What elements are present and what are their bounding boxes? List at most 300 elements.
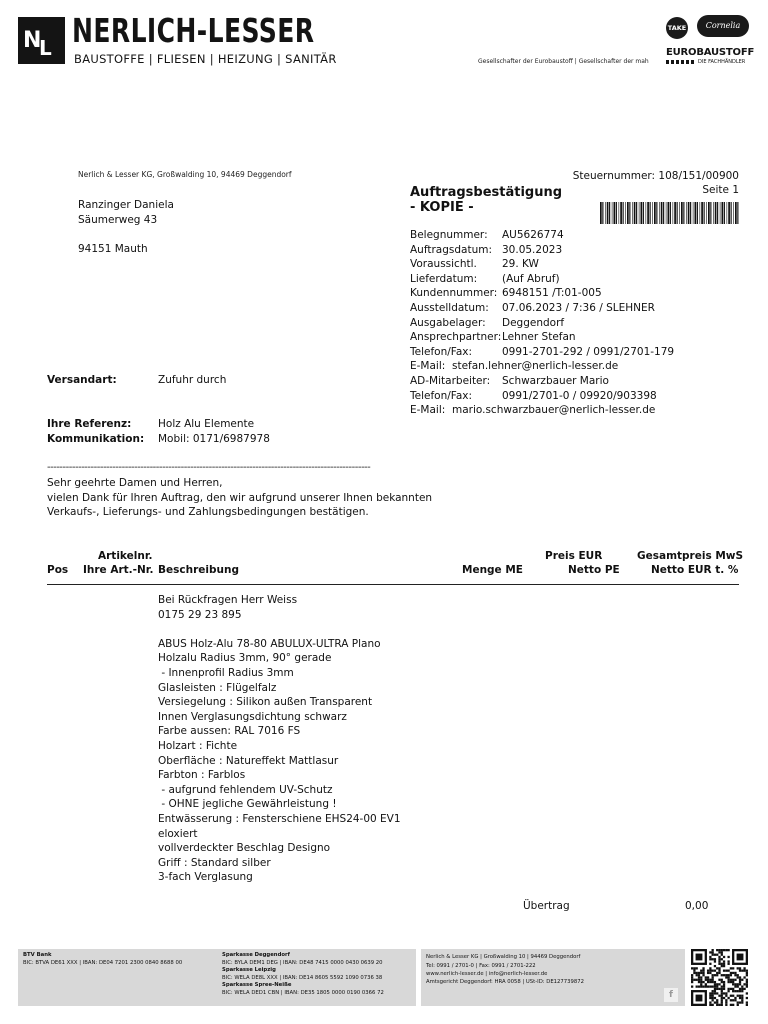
company-footer-line: Nerlich & Lesser KG | Großwalding 10 | 94469 Deggendorf [426, 954, 581, 960]
qr-module [696, 995, 703, 1002]
barcode-bar [661, 202, 663, 224]
qr-module [734, 974, 736, 976]
description-line: vollverdeckter Beschlag Designo [158, 842, 331, 855]
versandart-value: Zufuhr durch [158, 374, 227, 386]
barcode-bar [683, 202, 684, 224]
qr-module [725, 999, 727, 1001]
qr-module [743, 983, 745, 985]
versandart-label: Versandart: [47, 374, 117, 386]
qr-module [721, 992, 723, 994]
barcode-bar [681, 202, 683, 224]
meta-label: Belegnummer: [410, 229, 488, 241]
salutation-text [47, 476, 432, 520]
meta-label: Kundennummer: [410, 287, 498, 300]
qr-module [693, 979, 695, 981]
meta-label: Lieferdatum: [410, 272, 478, 285]
qr-module [712, 970, 714, 972]
qr-module [732, 995, 734, 997]
meta-email-value[interactable]: stefan.lehner@nerlich-lesser.de [451, 360, 619, 373]
qr-module [707, 981, 709, 983]
qr-module [723, 988, 725, 990]
barcode-bar [629, 202, 630, 224]
barcode-bar [656, 202, 657, 224]
qr-module [705, 985, 707, 987]
barcode-bar [677, 202, 678, 224]
meta-row [410, 374, 674, 389]
qr-module [718, 1004, 720, 1006]
qr-module [712, 981, 714, 983]
barcode-bar [609, 202, 610, 224]
qr-module [746, 985, 748, 987]
separator-line: -------------------------------------------------------------------------------------------------------- [47, 462, 371, 473]
qr-module [727, 974, 729, 976]
qr-module [705, 976, 707, 978]
recipient-name: Ranzinger Daniela [78, 199, 174, 211]
eurobaustoff-dots [666, 60, 696, 64]
barcode-bar [616, 202, 617, 224]
barcode-bar [673, 202, 674, 224]
qr-module [739, 981, 741, 983]
qr-module [725, 974, 727, 976]
barcode-bar [627, 202, 629, 224]
qr-module [712, 979, 714, 981]
meta-row [410, 316, 674, 331]
qr-module [739, 995, 741, 997]
qr-module [712, 1004, 714, 1006]
description-line: Holzalu Radius 3mm, 90° gerade [158, 652, 332, 665]
barcode-bar [614, 202, 616, 224]
qr-module [718, 967, 720, 969]
qr-module [709, 970, 711, 972]
barcode-bar [647, 202, 649, 224]
qr-module [723, 949, 725, 951]
qr-module [691, 976, 693, 978]
qr-module [734, 990, 736, 992]
barcode-bar [710, 202, 711, 224]
facebook-icon[interactable]: f [664, 988, 678, 1002]
qr-module [727, 979, 729, 981]
qr-module [723, 985, 725, 987]
qr-module [712, 951, 714, 953]
qr-module [721, 995, 723, 997]
document-title-copy: - KOPIE - [410, 200, 474, 215]
recipient-address [78, 198, 174, 257]
qr-module [737, 967, 739, 969]
barcode-bar [619, 202, 620, 224]
qr-module [737, 983, 739, 985]
qr-module [727, 963, 729, 965]
qr-module [696, 954, 703, 961]
qr-module [712, 997, 714, 999]
company-footer-line: Tel: 0991 / 2701-0 | Fax: 0991 / 2701-222 [426, 963, 536, 969]
description-line: eloxiert [158, 827, 198, 840]
col-netto-eur: Netto EUR t. % [651, 564, 739, 576]
barcode [600, 202, 739, 224]
barcode-bar [737, 202, 738, 224]
meta-value: Schwarzbauer Mario [502, 374, 609, 387]
meta-label: Voraussichtl. [410, 258, 477, 271]
qr-module [725, 976, 727, 978]
qr-module [709, 956, 711, 958]
tax-number: Steuernummer: 108/151/00900 [572, 170, 739, 182]
company-footer-line: Amtsgericht Deggendorf: HRA 0058 | USt-ID: DE127739872 [426, 979, 585, 985]
col-artikelnr: Artikelnr. [98, 550, 153, 562]
qr-module [700, 981, 702, 983]
qr-module [730, 974, 732, 976]
kommunikation-label: Kommunikation: [47, 432, 145, 445]
qr-module [725, 995, 727, 997]
qr-module [709, 979, 711, 981]
qr-module [739, 979, 741, 981]
referenz-value: Holz Alu Elemente [158, 418, 255, 430]
bank2-details: BIC: BYLA DEM1 DEG | IBAN: DE48 7415 0000 0430 0639 20 [222, 960, 383, 966]
qr-module [691, 981, 693, 983]
company-logo-mark [18, 17, 65, 64]
meta-value: 29. KW [502, 258, 539, 271]
qr-module [698, 974, 700, 976]
barcode-bar [659, 202, 660, 224]
qr-module [725, 1001, 727, 1003]
description-line: Innen Verglasungsdichtung schwarz [158, 710, 347, 723]
meta-email-cell [410, 403, 674, 418]
description-line: - OHNE jegliche Gewährleistung ! [158, 798, 337, 811]
qr-module [727, 988, 729, 990]
meta-label: E-Mail: [410, 404, 446, 417]
qr-module [741, 970, 743, 972]
qr-module [714, 958, 716, 960]
qr-module [714, 990, 716, 992]
meta-email-value[interactable]: mario.schwarzbauer@nerlich-lesser.de [451, 404, 656, 417]
qr-module [709, 992, 711, 994]
meta-row [410, 403, 674, 418]
barcode-bar [697, 202, 698, 224]
description-line: - aufgrund fehlendem UV-Schutz [158, 783, 333, 796]
qr-module [712, 985, 714, 987]
qr-module [691, 985, 693, 987]
qr-module [721, 999, 723, 1001]
qr-module [734, 999, 736, 1001]
meta-row [410, 359, 674, 374]
qr-module [705, 983, 707, 985]
qr-module [698, 985, 700, 987]
meta-label: Ansprechpartner: [410, 331, 502, 344]
qr-module [741, 1001, 743, 1003]
qr-module [739, 997, 741, 999]
meta-email-cell [410, 359, 674, 374]
description-line: Farbton : Farblos [158, 769, 246, 782]
reference-block [47, 417, 270, 446]
barcode-bar [704, 202, 705, 224]
bank3-details: BIC: WELA DE8L XXX | IBAN: DE14 8605 5592 1090 0736 38 [222, 975, 383, 981]
qr-module [739, 983, 741, 985]
qr-module [723, 992, 725, 994]
meta-row [410, 243, 674, 258]
qr-module [746, 979, 748, 981]
meta-row [410, 345, 674, 360]
qr-module [718, 988, 720, 990]
qr-module [741, 985, 743, 987]
qr-module [709, 981, 711, 983]
barcode-bar [666, 202, 667, 224]
qr-module [712, 992, 714, 994]
description-line: 3-fach Verglasung [158, 871, 253, 884]
meta-row [410, 228, 674, 243]
qr-module [723, 965, 725, 967]
qr-module [696, 985, 698, 987]
qr-module [737, 995, 739, 997]
qr-module [716, 1001, 718, 1003]
qr-module [721, 1001, 723, 1003]
document-title-main: Auftragsbestätigung [410, 185, 563, 200]
meta-value: AU5626774 [502, 229, 564, 241]
qr-module [723, 963, 725, 965]
meta-row [410, 389, 674, 404]
document-title [410, 185, 562, 215]
qr-module [721, 1004, 723, 1006]
qr-module [709, 958, 711, 960]
qr-module [707, 972, 709, 974]
qr-module [727, 949, 729, 951]
qr-module [702, 985, 704, 987]
description-line: Glasleisten : Flügelfalz [158, 681, 277, 694]
qr-module [741, 979, 743, 981]
qr-module [725, 1004, 727, 1006]
barcode-bar [733, 202, 734, 224]
col-preis-eur: Preis EUR [545, 550, 603, 562]
meta-value: 30.05.2023 [502, 243, 563, 256]
qr-module [714, 974, 716, 976]
qr-module [696, 967, 698, 969]
qr-module [702, 981, 704, 983]
qr-module [743, 976, 745, 978]
qr-module [716, 999, 718, 1001]
qr-module [746, 974, 748, 976]
qr-module [732, 981, 734, 983]
qr-module [709, 951, 711, 953]
qr-module [730, 1004, 732, 1006]
barcode-bar [727, 202, 728, 224]
qr-module [737, 976, 739, 978]
page-number: Seite 1 [702, 184, 739, 196]
qr-module [718, 970, 720, 972]
uebertrag-label: Übertrag [523, 900, 570, 912]
description-line: Griff : Standard silber [158, 856, 271, 869]
qr-module [712, 995, 714, 997]
qr-module [709, 985, 711, 987]
qr-module [714, 983, 716, 985]
meta-label: Auftragsdatum: [410, 243, 492, 256]
qr-module [732, 979, 734, 981]
qr-module [709, 995, 711, 997]
qr-module [734, 972, 736, 974]
col-pos: Pos [47, 564, 69, 576]
meta-value: 0991-2701-292 / 0991/2701-179 [502, 345, 675, 358]
barcode-bar [713, 202, 714, 224]
barcode-bar [728, 202, 730, 224]
order-meta-table [410, 228, 674, 418]
qr-module [716, 949, 718, 951]
meta-row [410, 301, 674, 316]
meta-value: 07.06.2023 / 7:36 / SLEHNER [502, 301, 655, 314]
qr-module [730, 999, 732, 1001]
barcode-bar [600, 202, 602, 224]
qr-module [714, 988, 716, 990]
barcode-bar [686, 202, 687, 224]
qr-module [696, 972, 698, 974]
qr-module [723, 960, 725, 962]
barcode-bar [639, 202, 640, 224]
qr-module [741, 995, 743, 997]
qr-module [718, 958, 720, 960]
qr-module [737, 990, 739, 992]
qr-module [714, 981, 716, 983]
barcode-bar [652, 202, 653, 224]
qr-module [721, 974, 723, 976]
qr-module [700, 979, 702, 981]
qr-module [718, 983, 720, 985]
qr-module [737, 1001, 739, 1003]
qr-module [734, 985, 736, 987]
qr-module [712, 954, 714, 956]
salutation-line: Sehr geehrte Damen und Herren, [47, 477, 223, 489]
company-footer-line: www.nerlich-lesser.de | info@nerlich-lesser.de [426, 971, 548, 977]
barcode-bar [670, 202, 671, 224]
qr-module [730, 967, 732, 969]
qr-module [712, 958, 714, 960]
qr-module [725, 949, 727, 951]
qr-module [721, 958, 723, 960]
barcode-bar [632, 202, 633, 224]
qr-module [718, 951, 720, 953]
position-description [158, 593, 401, 885]
company-name: NERLICH-LESSER [72, 11, 315, 50]
description-line: Versiegelung : Silikon außen Transparent [158, 696, 373, 709]
qr-module [732, 990, 734, 992]
qr-module [698, 972, 700, 974]
qr-module [716, 983, 718, 985]
barcode-bar [634, 202, 636, 224]
qr-module [702, 967, 704, 969]
qr-module [696, 979, 698, 981]
company-tagline: BAUSTOFFE | FLIESEN | HEIZUNG | SANITÄR [74, 52, 337, 66]
qr-module [730, 995, 732, 997]
meta-value: Lehner Stefan [502, 331, 576, 344]
qr-module [718, 949, 720, 951]
qr-module [725, 970, 727, 972]
barcode-bar [735, 202, 737, 224]
qr-module [727, 997, 729, 999]
barcode-bar [731, 202, 732, 224]
meta-label: Ausgabelager: [410, 316, 486, 329]
barcode-bar [641, 202, 643, 224]
qr-module [721, 985, 723, 987]
qr-module [734, 979, 736, 981]
qr-module [716, 974, 718, 976]
qr-module [698, 979, 700, 981]
meta-value: 6948151 /T:01-005 [502, 287, 602, 300]
qr-module [702, 974, 704, 976]
description-line: ABUS Holz-Alu 78-80 ABULUX-ULTRA Plano [158, 637, 381, 650]
qr-module [712, 976, 714, 978]
meta-row [410, 286, 674, 301]
qr-module [734, 997, 736, 999]
barcode-bar [612, 202, 613, 224]
meta-label: Telefon/Fax: [410, 389, 473, 402]
barcode-bar [701, 202, 703, 224]
barcode-bar [722, 202, 724, 224]
qr-module [732, 988, 734, 990]
qr-module [727, 960, 729, 962]
qr-module [721, 990, 723, 992]
cornelia-logo: Cornelia [697, 15, 749, 37]
qr-module [746, 970, 748, 972]
qr-module [716, 1004, 718, 1006]
description-line [158, 622, 401, 637]
col-gesamtpreis: Gesamtpreis MwS [637, 550, 744, 562]
barcode-bar [695, 202, 697, 224]
shipping-block [47, 373, 226, 388]
qr-module [700, 985, 702, 987]
qr-module [737, 954, 744, 961]
description-line: Bei Rückfragen Herr Weiss [158, 594, 298, 606]
qr-module [712, 949, 714, 951]
qr-module [716, 985, 718, 987]
barcode-bar [654, 202, 656, 224]
barcode-bar [636, 202, 637, 224]
barcode-bar [688, 202, 690, 224]
qr-module [718, 995, 720, 997]
description-line: 0175 29 23 895 [158, 608, 242, 621]
qr-module [716, 972, 718, 974]
bank4-name: Sparkasse Spree-Neiße [222, 982, 292, 988]
description-line: Farbe aussen: RAL 7016 FS [158, 725, 301, 738]
barcode-bar [607, 202, 609, 224]
qr-module [714, 954, 716, 956]
barcode-bar [650, 202, 651, 224]
meta-value: (Auf Abruf) [502, 272, 560, 285]
qr-module [727, 956, 729, 958]
qr-module [739, 976, 741, 978]
qr-module [730, 981, 732, 983]
qr-module [737, 1004, 739, 1006]
qr-module [743, 988, 745, 990]
qr-module [693, 967, 695, 969]
qr-module [721, 951, 723, 953]
qr-module [741, 999, 743, 1001]
meta-row [410, 272, 674, 287]
qr-module [741, 988, 743, 990]
qr-module [727, 970, 729, 972]
meta-row [410, 330, 674, 345]
sender-address-line: Nerlich & Lesser KG, Großwalding 10, 94469 Deggendorf [78, 170, 292, 179]
qr-module [725, 992, 727, 994]
uebertrag-value: 0,00 [685, 900, 709, 912]
qr-code [690, 949, 749, 1006]
bank1-details: BIC: BTVA DE61 XXX | IBAN: DE04 7201 2300 0840 8688 00 [23, 960, 183, 966]
footer-company [421, 949, 685, 1006]
salutation-line: Verkaufs-, Lieferungs- und Zahlungsbedingungen bestätigen. [47, 506, 369, 519]
logo-letter-n: N [23, 28, 42, 53]
qr-module [716, 954, 718, 956]
description-line: Oberfläche : Natureffekt Mattlasur [158, 754, 339, 767]
description-line: - Innenprofil Radius 3mm [158, 666, 294, 679]
header-rule [47, 584, 739, 585]
recipient-street: Säumerweg 43 [78, 214, 158, 226]
barcode-bar [690, 202, 691, 224]
qr-module [727, 990, 729, 992]
qr-module [746, 983, 748, 985]
bank2-name: Sparkasse Deggendorf [222, 952, 290, 958]
